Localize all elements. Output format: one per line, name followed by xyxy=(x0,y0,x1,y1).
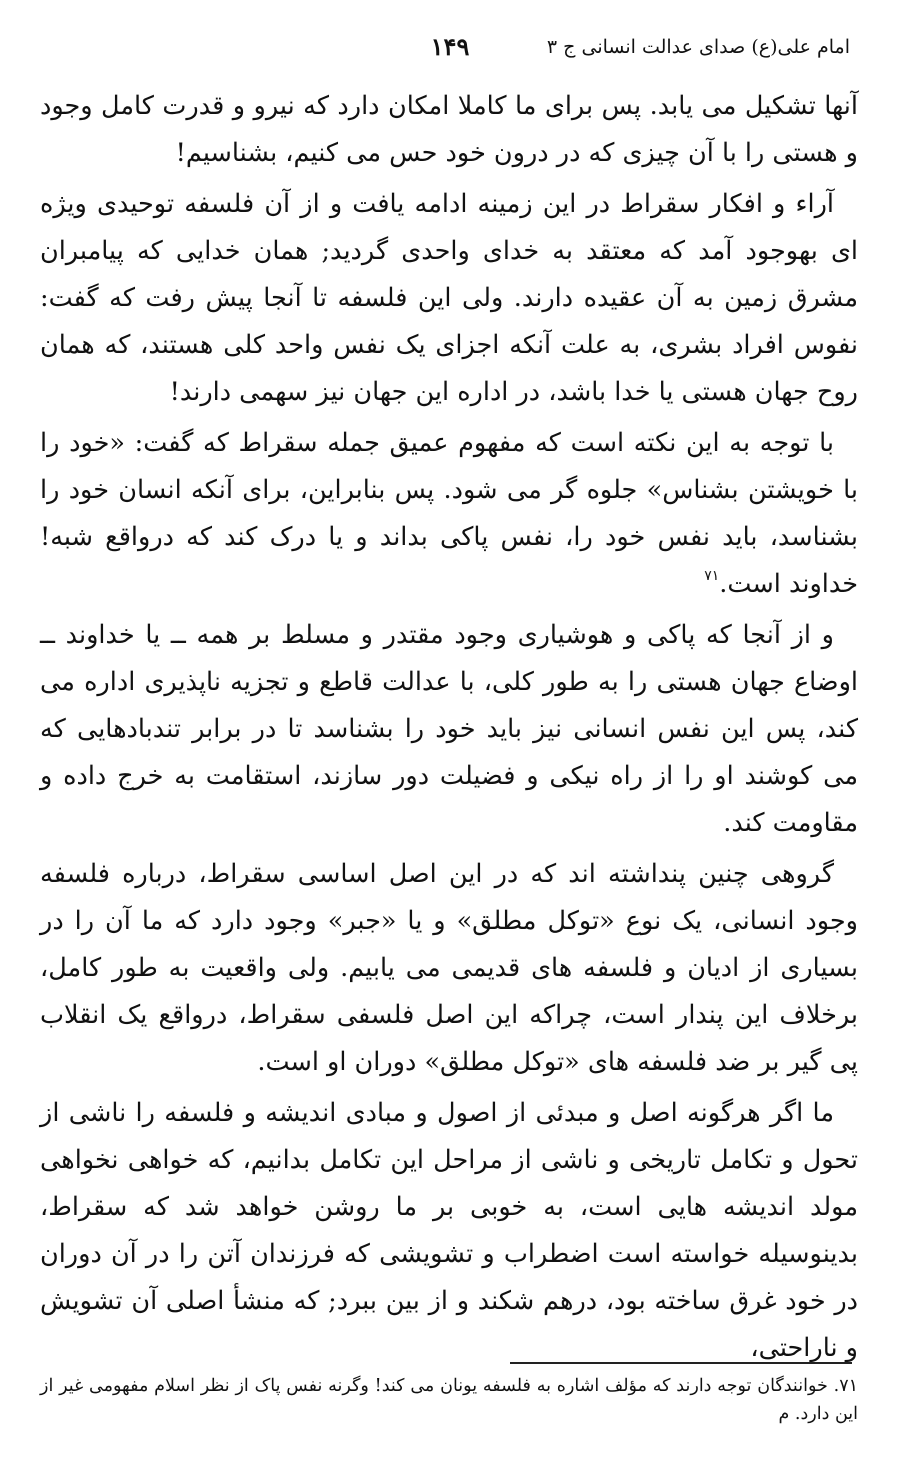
paragraph-text: ما اگر هرگونه اصل و مبدئی از اصول و مبادی اندیشه و فلسفه را ناشی از تحول و تکامل تاریخی و ناشی از مراحل این تکامل بدانیم، که خواهی نخواهی مولد اندیشه هایی است، به خوبی بر ما روشن خواهد شد که سقراط، بدینوسیله خواسته است اضطراب و تشویشی که فرزندان آتن را در آن دوران در خود غرق ساخته بود، درهم شکند و از بین ببرد; که منشأ اصلی آن تشویش و ناراحتی، xyxy=(40,1098,858,1363)
page-number: ۱۴۹ xyxy=(430,32,470,61)
paragraph-text: و از آنجا که پاکی و هوشیاری وجود مقتدر و مسلط بر همه ــ یا خداوند ــ اوضاع جهان هستی را به طور کلی، با عدالت قاطع و تجزیه ناپذیری اداره می کند، پس این نفس انسانی نیز باید خود را بشناسد تا در برابر تندبادهایی که می کوشند او را از راه نیکی و فضیلت دور سازند، استقامت به خرج داده و مقاومت کند. xyxy=(40,620,858,838)
footnote-reference[interactable]: ۷۱ xyxy=(704,568,720,584)
paragraph-text: آنها تشکیل می یابد. پس برای ما کاملا امکان دارد که نیرو و قدرت کامل وجود و هستی را با آن چیزی که در درون خود حس می کنیم، بشناسیم! xyxy=(40,91,858,168)
paragraph-5 xyxy=(40,851,858,1086)
paragraph-text: گروهی چنین پنداشته اند که در این اصل اساسی سقراط، درباره فلسفه وجود انسانی، یک نوع «توکل مطلق» و یا «جبر» وجود دارد که ما آن را در بسیاری از ادیان و فلسفه های قدیمی می یابیم. ولی واقعیت به طور کامل، برخلاف این پندار است، چراکه این اصل فلسفی سقراط، درواقع یک انقلاب پی گیر بر ضد فلسفه های «توکل مطلق» دوران او است. xyxy=(40,859,858,1077)
paragraph-text: آراء و افکار سقراط در این زمینه ادامه یافت و از آن فلسفه توحیدی ویژه ای بهوجود آمد که معتقد به خدای واحدی گردید; همان خدایی که پیامبران مشرق زمین به آن عقیده دارند. ولی این فلسفه تا آنجا پیش رفت که گفت: نفوس افراد بشری، به علت آنکه اجزای یک نفس واحد کلی هستند، که همان روح جهان هستی یا خدا باشد، در اداره این جهان نیز سهمی دارند! xyxy=(40,189,858,407)
paragraph-4 xyxy=(40,612,858,847)
paragraph-text: با توجه به این نکته است که مفهوم عمیق جمله سقراط که گفت: «خود را با خویشتن بشناس» جلوه گر می شود. پس بنابراین، برای آنکه انسان خود را بشناسد، باید نفس خود را، نفس پاکی بداند و یا درک کند که درواقع شبه! خداوند است. xyxy=(40,428,859,599)
paragraph-2 xyxy=(40,181,858,416)
page-header xyxy=(40,32,860,76)
paragraph-6 xyxy=(40,1090,858,1372)
paragraph-3 xyxy=(40,420,858,608)
body-text xyxy=(40,83,858,1376)
footnote xyxy=(40,1372,858,1428)
footnote-text: ۷۱. خوانندگان توجه دارند که مؤلف اشاره به فلسفه یونان می کند! وگرنه نفس پاک از نظر اسلام مفهومی غیر از این دارد. م xyxy=(40,1376,858,1424)
paragraph-1 xyxy=(40,83,858,177)
running-title: امام علی(ع) صدای عدالت انسانی ج ۳ xyxy=(546,36,850,58)
footnote-divider xyxy=(510,1362,852,1364)
